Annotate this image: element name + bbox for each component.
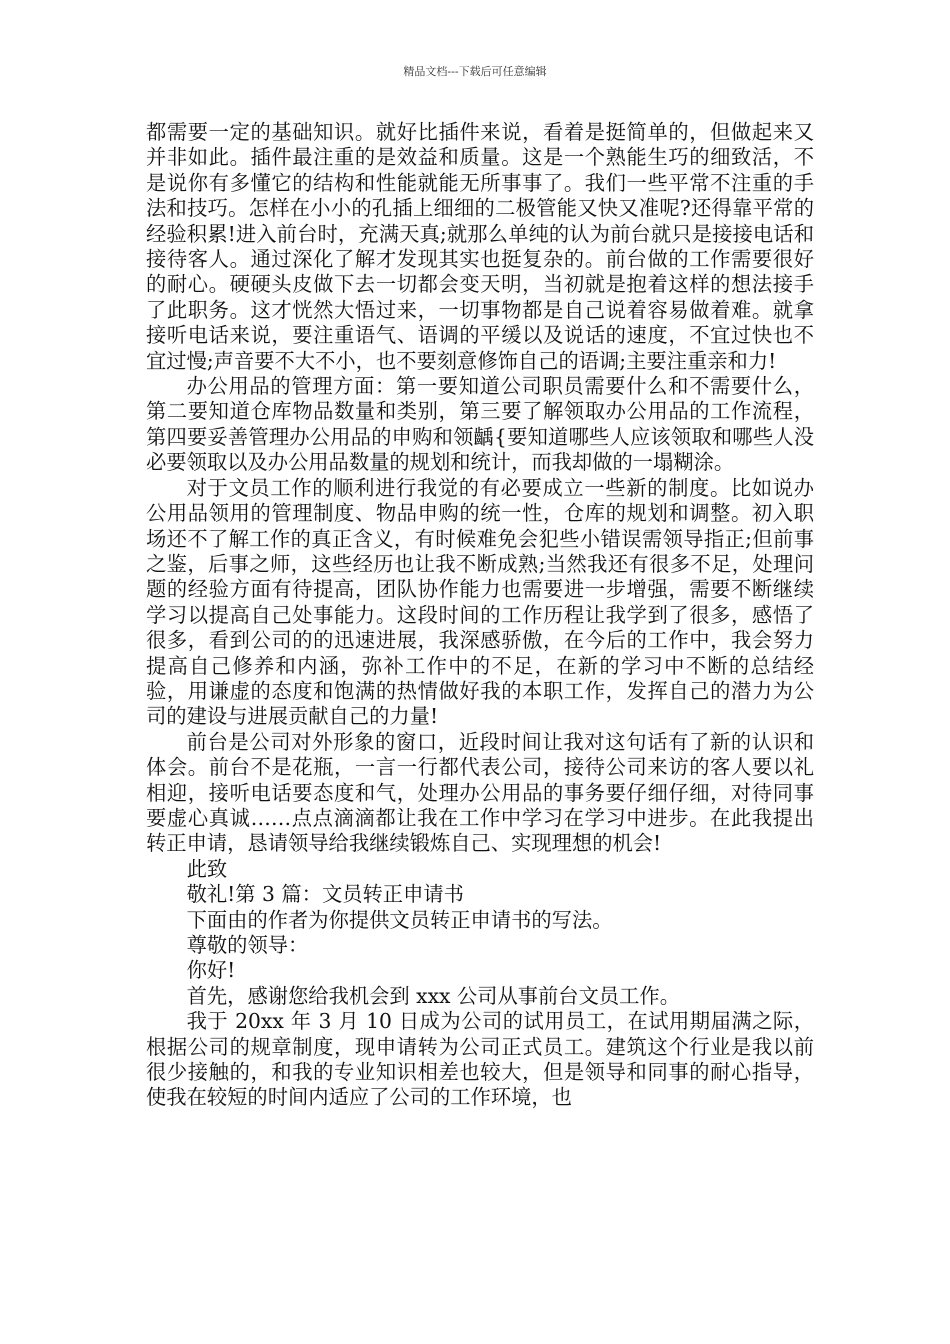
document-body [146,120,814,1111]
paragraph-office-supplies: 办公用品的管理方面：第一要知道公司职员需要什么和不需要什么，第二要知道仓库物品数量和类别，第三要了解领取办公用品的工作流程，第四要妥善管理办公用品的申购和领齲{要知道哪些人应该领取和哪些人没必要领取以及办公用品数量的规划和统计，而我却做的一塌糊涂。 [146,374,814,475]
section-heading: 敬礼!第 3 篇：文员转正申请书 [186,882,464,907]
closing-salutation: 此致 [186,856,228,881]
intro-line: 下面由的作者为你提供文员转正申请书的写法。 [186,907,613,932]
paragraph-new-systems: 对于文员工作的顺利进行我觉的有必要成立一些新的制度。比如说办公用品领用的管理制度、物品申购的统一性，仓库的规划和调整。初入职场还不了解工作的真正含义，有时候难免会犯些小错误需领导指正;但前事之鉴，后事之师，这些经历也让我不断成熟;当然我还有很多不足，处理问题的经验方面有待提高，团队协作能力也需要进一步增强，需要不断继续学习以提高自己处事能力。这段时间的工作历程让我学到了很多，感悟了很多，看到公司的的迅速进展，我深感骄傲，在今后的工作中，我会努力提高自己修养和内涵，弥补工作中的不足，在新的学习中不断的总结经验，用谦虚的态度和饱满的热情做好我的本职工作，发挥自己的潜力为公司的建设与进展贡献自己的力量! [146,475,814,729]
thanks-line: 首先，感谢您给我机会到 xxx 公司从事前台文员工作。 [186,983,680,1008]
greeting-hello: 你好! [186,958,236,983]
page-header [0,64,950,80]
paragraph-plugin-and-reception: 都需要一定的基础知识。就好比插件来说，看着是挺简单的，但做起来又并非如此。插件最注重的是效益和质量。这是一个熟能生巧的细致活，不是说你有多懂它的结构和性能就能无所事事了。我们一些平常不注重的手法和技巧。怎样在小小的孔插上细细的二极管能又快又准呢?还得靠平常的经验积累!进入前台时，充满天真;就那么单纯的认为前台就只是接接电话和接待客人。通过深化了解才发现其实也挺复杂的。前台做的工作需要很好的耐心。硬硬头皮做下去一切都会变天明，当初就是抱着这样的想法接手了此职务。这才恍然大悟过来，一切事物都是自己说着容易做着难。就拿接听电话来说，要注重语气、语调的平缓以及说话的速度，不宜过快也不宜过慢;声音要不大不小，也不要刻意修饰自己的语调;主要注重亲和力! [146,120,814,373]
paragraph-probation: 我于 20xx 年 3 月 10 日成为公司的试用员工，在试用期届满之际，根据公司的规章制度，现申请转为公司正式员工。建筑这个行业是我以前很少接触的，和我的专业知识相差也较大，但是领导和同事的耐心指导，使我在较短的时间内适应了公司的工作环境，也 [146,1009,814,1110]
paragraph-front-desk-image: 前台是公司对外形象的窗口，近段时间让我对这句话有了新的认识和体会。前台不是花瓶，一言一行都代表公司，接待公司来访的客人要以礼相迎，接听电话要态度和气，处理办公用品的事务要仔细仔细，对待同事要虚心真诚……点点滴滴都让我在工作中学习在学习中进步。在此我提出转正申请，恳请领导给我继续锻炼自己、实现理想的机会! [146,729,814,856]
greeting-recipient: 尊敬的领导： [186,933,309,957]
header-text: 精品文档---下载后可任意编辑 [403,65,547,78]
